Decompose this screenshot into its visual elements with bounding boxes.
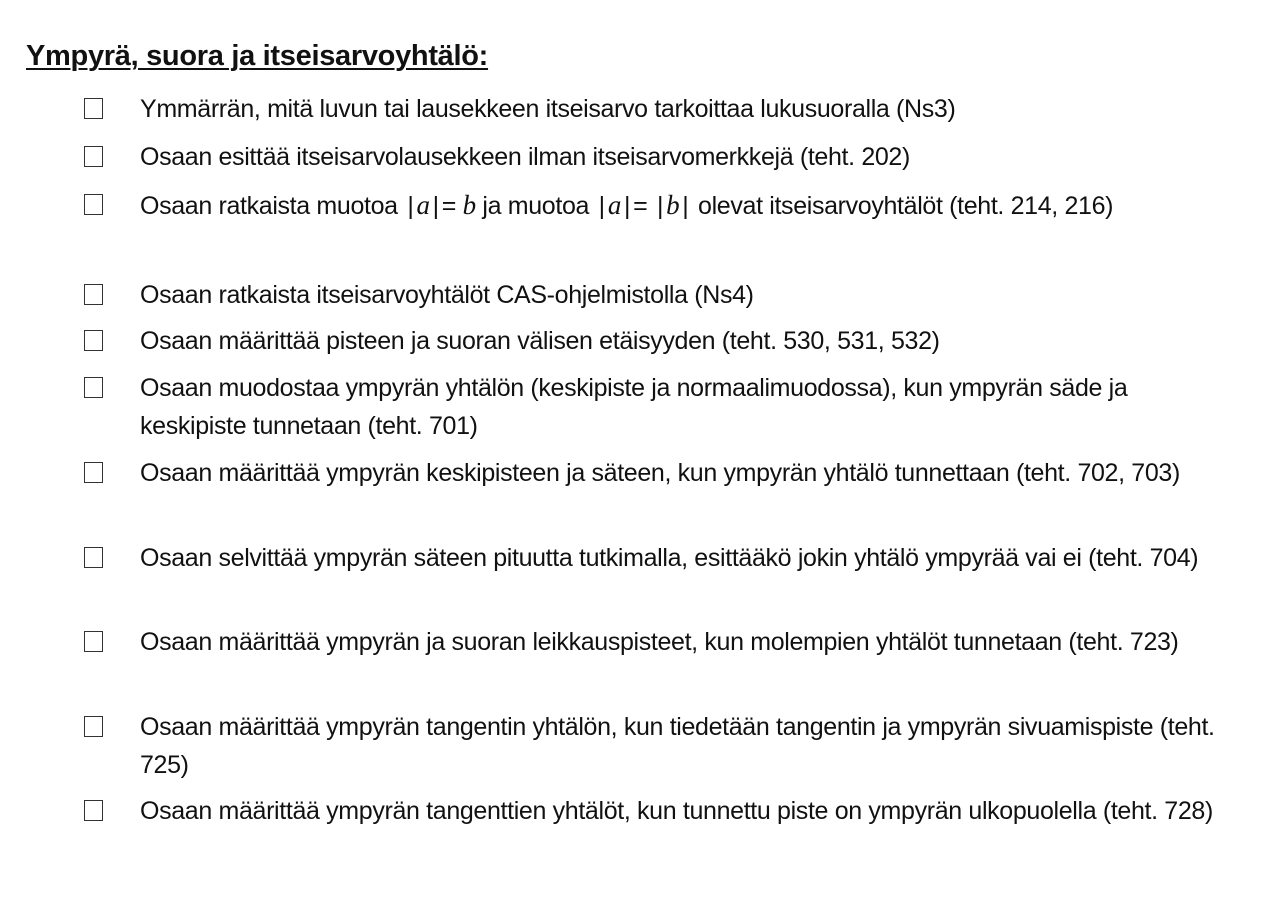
item-text-7: Osaan määrittää ympyrän keskipisteen ja säteen, kun ympyrän yhtälö tunnettaan (teht. 702, 703) xyxy=(140,459,1180,487)
checkbox-1[interactable] xyxy=(84,98,103,119)
checkbox-7[interactable] xyxy=(84,462,103,483)
abs-bar-right: | xyxy=(623,192,631,220)
abs-bar-left: | xyxy=(407,192,414,220)
item-text-11: Osaan määrittää ympyrän tangenttien yhtälöt, kun tunnettu piste on ympyrän ulkopuolella (teht. 728) xyxy=(140,797,1213,825)
checkbox-9[interactable] xyxy=(84,631,103,652)
checkbox-2[interactable] xyxy=(84,146,103,167)
math-equals: = xyxy=(441,192,463,220)
item-text-4: Osaan ratkaista itseisarvoyhtälöt CAS-ohjelmistolla (Ns4) xyxy=(140,281,754,309)
item-text-5: Osaan määrittää pisteen ja suoran välisen etäisyyden (teht. 530, 531, 532) xyxy=(140,327,940,355)
item-text-3 xyxy=(140,186,1222,225)
section-title: Ympyrä, suora ja itseisarvoyhtälö: xyxy=(26,40,489,72)
abs-bar-left: | xyxy=(598,192,605,220)
math-var-a: a xyxy=(607,190,621,220)
math-equals: = xyxy=(633,192,654,220)
item-3-text-before: Osaan ratkaista muotoa xyxy=(140,192,405,220)
item-text-9: Osaan määrittää ympyrän ja suoran leikkauspisteet, kun molempien yhtälöt tunnetaan (teht. 723) xyxy=(140,628,1179,656)
abs-bar-right: | xyxy=(432,192,439,220)
item-3-text-middle: ja muotoa xyxy=(475,192,596,220)
item-text-6: Osaan muodostaa ympyrän yhtälön (keskipiste ja normaalimuodossa), kun ympyrän säde ja keskipiste tunnetaan (teht. 701) xyxy=(140,374,1128,440)
checkbox-11[interactable] xyxy=(84,800,103,821)
abs-bar-right: | xyxy=(682,192,689,220)
abs-bar-left: | xyxy=(656,192,664,220)
item-3-text-after: olevat itseisarvoyhtälöt (teht. 214, 216) xyxy=(691,192,1114,220)
math-var-b: b xyxy=(666,190,680,220)
item-text-8: Osaan selvittää ympyrän säteen pituutta tutkimalla, esittääkö jokin yhtälö ympyrää vai ei (teht. 704) xyxy=(140,544,1199,572)
item-text-1: Ymmärrän, mitä luvun tai lausekkeen itseisarvo tarkoittaa lukusuoralla (Ns3) xyxy=(140,95,956,123)
checkbox-10[interactable] xyxy=(84,716,103,737)
item-text-10: Osaan määrittää ympyrän tangentin yhtälön, kun tiedetään tangentin ja ympyrän sivuamispiste (teht. 725) xyxy=(140,713,1215,779)
checkbox-8[interactable] xyxy=(84,547,103,568)
math-var-b: b xyxy=(462,190,476,220)
item-text-2: Osaan esittää itseisarvolausekkeen ilman itseisarvomerkkejä (teht. 202) xyxy=(140,143,910,171)
checkbox-5[interactable] xyxy=(84,330,103,351)
checkbox-4[interactable] xyxy=(84,284,103,305)
math-var-a: a xyxy=(416,190,430,220)
checkbox-3[interactable] xyxy=(84,194,103,215)
checkbox-6[interactable] xyxy=(84,377,103,398)
